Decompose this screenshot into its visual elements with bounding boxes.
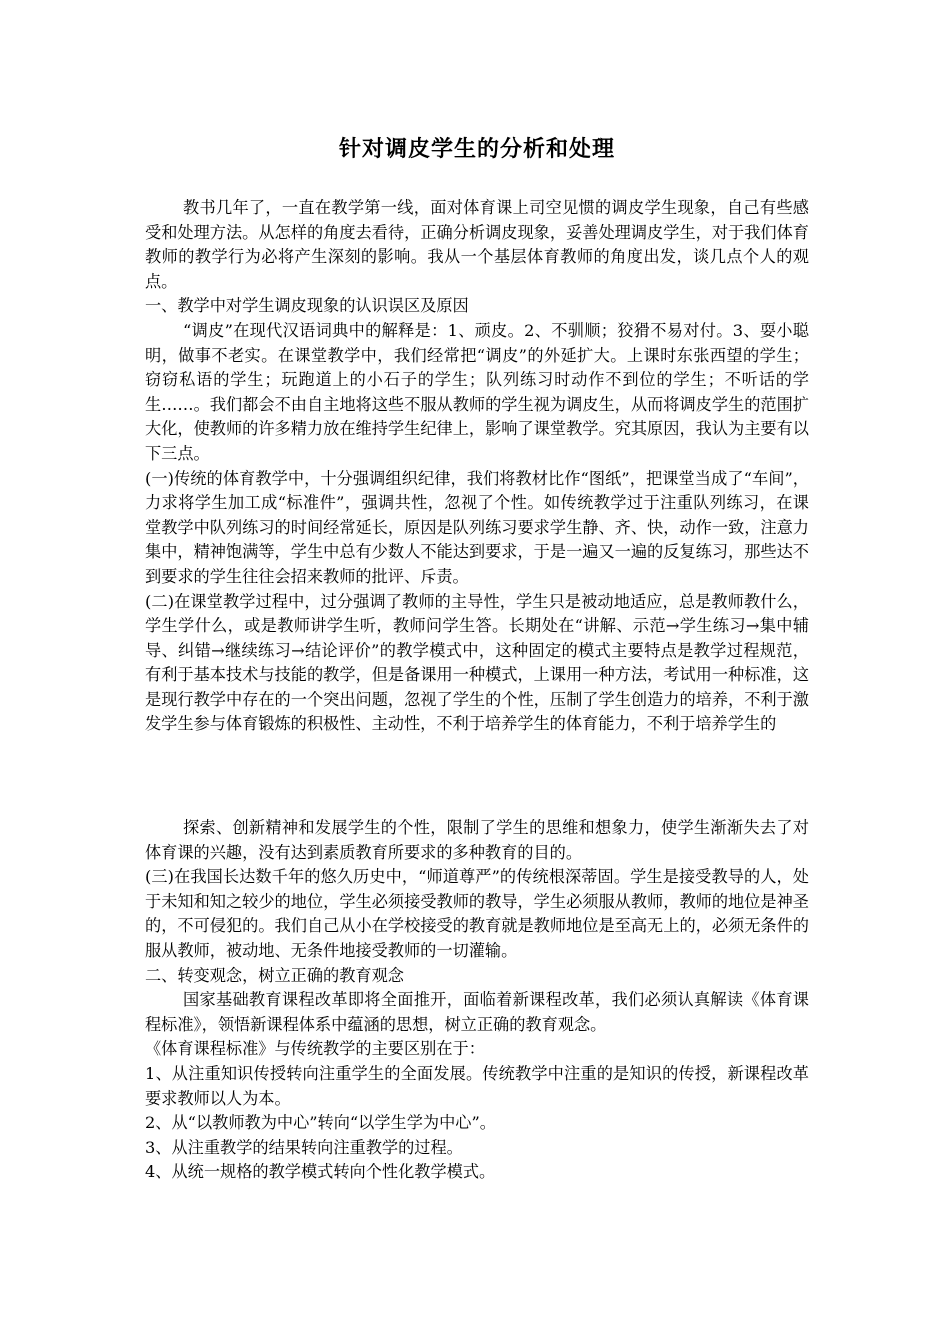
list-item: 1、从注重知识传授转向注重学生的全面发展。传统教学中注重的是知识的传授，新课程改革要求教师以人为本。 [145,1063,809,1108]
paragraph: (一)传统的体育教学中，十分强调组织纪律，我们将教材比作“图纸”，把课堂当成了“车间”，力求将学生加工成“标准件”，强调共性，忽视了个性。如传统教学过于注重队列练习，在课堂教学中队列练习的时间经常延长，原因是队列练习要求学生静、齐、快，动作一致，注意力集中，精神饱满等，学生中总有少数人不能达到要求，于是一遍又一遍的反复练习，那些达不到要求的学生往往会招来教师的批评、斥责。 [145,468,809,586]
paragraph: 教书几年了，一直在教学第一线，面对体育课上司空见惯的调皮学生现象，自己有些感受和处理方法。从怎样的角度去看待，正确分析调皮现象，妥善处理调皮学生，对于我们体育教师的教学行为必将产生深刻的影响。我从一个基层体育教师的角度出发，谈几点个人的观点。 [145,198,809,291]
list-item: 4、从统一规格的教学模式转向个性化教学模式。 [145,1162,496,1182]
list-item: 2、从“以教师教为中心”转向“以学生学为中心”。 [145,1113,496,1133]
paragraph: 《体育课程标准》与传统教学的主要区别在于： [145,1039,485,1059]
list-item: 3、从注重教学的结果转向注重教学的过程。 [145,1137,463,1157]
paragraph: (三)在我国长达数千年的悠久历史中，“师道尊严”的传统根深蒂固。学生是接受教导的人，处于未知和知之较少的地位，学生必须接受教师的教导，学生必须服从教师，教师的地位是神圣的，不可侵犯的。我们自己从小在学校接受的教育就是教师地位是至高无上的，必须无条件的服从教师，被动地、无条件地接受教师的一切灌输。 [145,867,809,960]
paragraph: (二)在课堂教学过程中，过分强调了教师的主导性，学生只是被动地适应，总是教师教什么，学生学什么，或是教师讲学生听，教师问学生答。长期处在“讲解、示范→学生练习→集中辅导、纠错→继续练习→结论评价”的教学模式中，这种固定的模式主要特点是教学过程规范，有利于基本技术与技能的教学，但是备课用一种模式，上课用一种方法，考试用一种标准，这是现行教学中存在的一个突出问题，忽视了学生的个性，压制了学生创造力的培养，不利于激发学生参与体育锻炼的积极性、主动性，不利于培养学生的体育能力，不利于培养学生的 [145,591,809,734]
document-body-part1 [145,196,809,737]
paragraph: 探索、创新精神和发展学生的个性，限制了学生的思维和想象力，使学生渐渐失去了对体育课的兴趣，没有达到素质教育所要求的多种教育的目的。 [145,818,809,862]
paragraph: 国家基础教育课程改革即将全面推开，面临着新课程改革，我们必须认真解读《体育课程标准》，领悟新课程体系中蕴涵的思想，树立正确的教育观念。 [145,990,809,1034]
paragraph: “调皮”在现代汉语词典中的解释是：1、顽皮。2、不驯顺；狡猾不易对付。3、耍小聪明，做事不老实。在课堂教学中，我们经常把“调皮”的外延扩大。上课时东张西望的学生；窃窃私语的学生；玩跑道上的小石子的学生；队列练习时动作不到位的学生；不听话的学生……。我们都会不由自主地将这些不服从教师的学生视为调皮生，从而将调皮学生的范围扩大化，使教师的许多精力放在维持学生纪律上，影响了课堂教学。究其原因，我认为主要有以下三点。 [145,320,809,463]
document-body-part2 [145,816,809,1185]
section-heading: 一、教学中对学生调皮现象的认识误区及原因 [145,296,469,316]
document-title: 针对调皮学生的分析和处理 [338,136,615,162]
section-heading: 二、转变观念，树立正确的教育观念 [145,965,404,985]
